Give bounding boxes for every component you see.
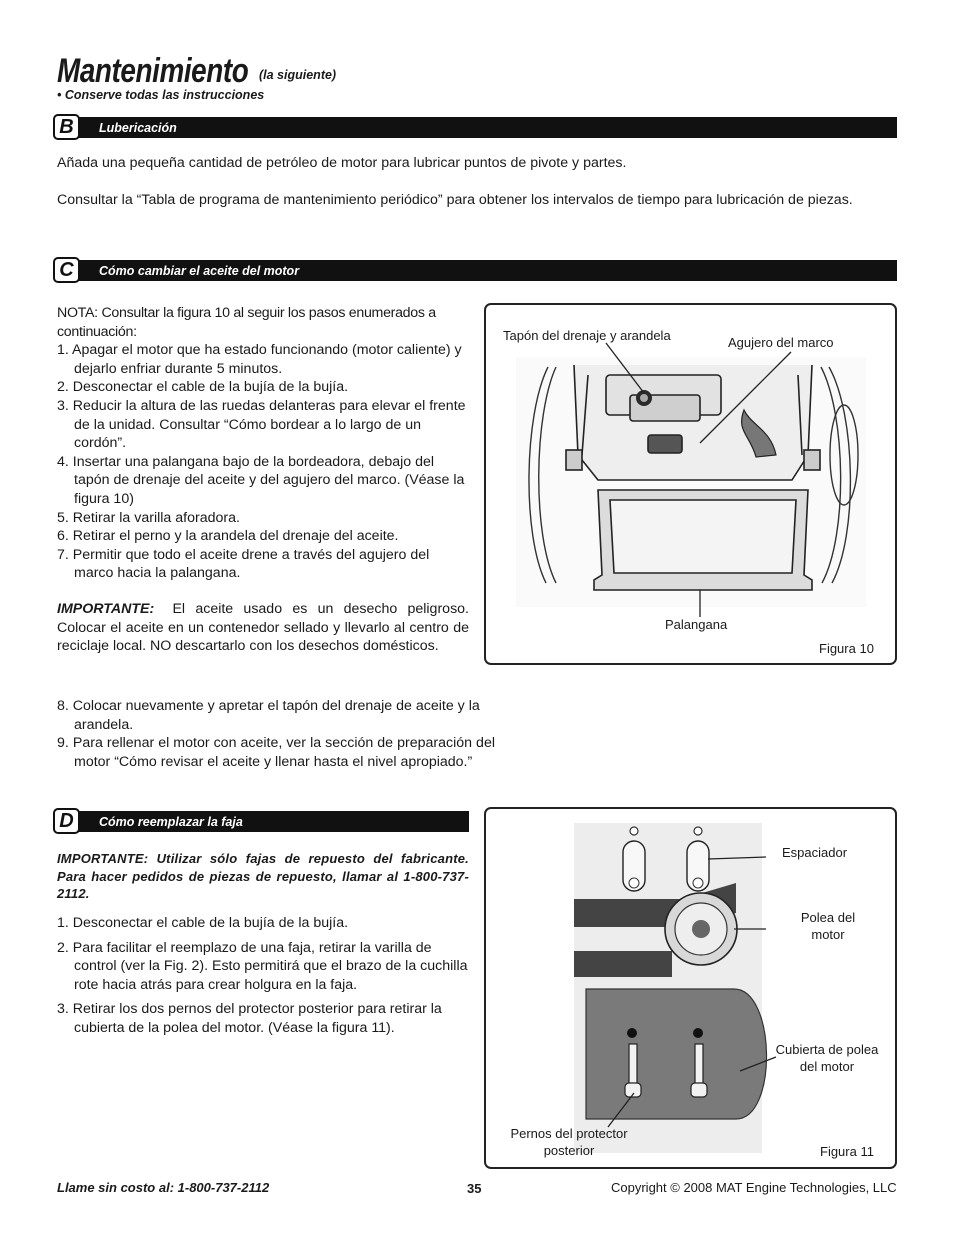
page-subtitle: • Conserve todas las instrucciones <box>57 88 265 102</box>
section-c-step-9: 9. Para rellenar el motor con aceite, ver la sección de preparación del motor “Cómo revisar el aceite y llenar hasta el nivel apropiado.” <box>57 735 495 770</box>
section-c-important-label: IMPORTANTE: <box>57 600 155 617</box>
section-d-body <box>57 914 469 1038</box>
section-c-step-7: 7. Permitir que todo el aceite drene a través del agujero del marco hacia la palangana. <box>57 546 430 582</box>
figure-10-label-pan: Palangana <box>665 617 728 632</box>
section-d-step-3: 3. Retirar los dos pernos del protector posterior para retirar la cubierta de la polea del motor. (Véase la figura 11). <box>57 1001 442 1036</box>
figure-11-label-spacer: Espaciador <box>782 845 848 860</box>
section-b-para-2: Consultar la “Tabla de programa de mantenimiento periódico” para obtener los intervalos de tiempo para lubricación de piezas. <box>57 192 853 208</box>
section-d-step-1: 1. Desconectar el cable de la bujía de la bujía. <box>57 915 349 931</box>
section-d-important: IMPORTANTE: Utilizar sólo fajas de repuesto del fabricante. Para hacer pedidos de piezas de repuesto, llamar al 1-800-737-2112. <box>57 851 469 901</box>
section-c-badge: C <box>53 257 80 283</box>
section-c-header <box>57 260 897 281</box>
footer-copyright: Copyright © 2008 MAT Engine Technologies, LLC <box>611 1180 897 1195</box>
figure-11-caption: Figura 11 <box>820 1144 874 1159</box>
section-c-step-5: 5. Retirar la varilla aforadora. <box>57 509 240 526</box>
section-b-title: Lubericación <box>99 121 177 135</box>
figure-10-label-drain: Tapón del drenaje y arandela <box>503 328 671 343</box>
section-c-step-3: 3. Reducir la altura de las ruedas delanteras para elevar el frente de la unidad. Consultar “Cómo bordear a lo largo de un cordón”. <box>57 397 466 452</box>
section-d-badge: D <box>53 808 80 834</box>
section-c-step-6: 6. Retirar el perno y la arandela del drenaje del aceite. <box>57 528 399 545</box>
section-d-title: Cómo reemplazar la faja <box>99 815 243 829</box>
figure-10 <box>484 303 897 665</box>
page-number: 35 <box>467 1181 482 1196</box>
page-title-row <box>57 52 337 91</box>
section-c-important <box>57 600 469 656</box>
figure-10-caption: Figura 10 <box>819 641 874 656</box>
figure-10-label-hole: Agujero del marco <box>728 335 834 350</box>
section-b-badge: B <box>53 114 80 140</box>
figure-11 <box>484 807 897 1169</box>
section-c-steps-after <box>57 697 495 771</box>
section-c-body <box>57 304 469 656</box>
page-title-suffix: (la siguiente) <box>259 68 337 82</box>
page-title: Mantenimiento <box>57 52 249 90</box>
section-c-title: Cómo cambiar el aceite del motor <box>99 264 300 278</box>
section-b-header <box>57 117 897 138</box>
section-d-step-2: 2. Para facilitar el reemplazo de una faja, retirar la varilla de control (ver la Fig. 2). Esto permitirá que el brazo de la cuchilla rote hacia atrás para crear holgura en la faja. <box>57 939 468 993</box>
figure-11-label-bolts: Pernos del protector posterior <box>510 1126 628 1158</box>
section-c-step-2: 2. Desconectar el cable de la bujía de la bujía. <box>57 379 349 396</box>
section-c-important-text: El aceite usado es un desecho peligroso. Colocar el aceite en un contenedor sellado y llevarlo al centro de reciclaje local. NO descartarlo con los desechos domésticos. <box>57 600 469 655</box>
section-d-header <box>57 811 469 832</box>
section-c-step-4: 4. Insertar una palangana bajo de la bordeadora, debajo del tapón de drenaje del aceite y del agujero del marco. (Véase la figura 10) <box>57 453 465 507</box>
figure-10-illustration <box>486 305 895 663</box>
figure-11-label-cover: Cubierta de polea del motor <box>775 1042 879 1074</box>
figure-11-label-pulley: Polea del motor <box>800 910 856 942</box>
section-c-step-8: 8. Colocar nuevamente y apretar el tapón del drenaje de aceite y la arandela. <box>57 698 480 733</box>
section-b-para-1: Añada una pequeña cantidad de petróleo de motor para lubricar puntos de pivote y partes. <box>57 155 627 171</box>
footer-phone: Llame sin costo al: 1-800-737-2112 <box>57 1180 270 1195</box>
section-c-note: NOTA: Consultar la figura 10 al seguir los pasos enumerados a continuación: <box>57 305 436 340</box>
section-c-step-1: 1. Apagar el motor que ha estado funcionando (motor caliente) y dejarlo enfriar durante 5 minutos. <box>57 342 462 377</box>
figure-11-illustration <box>486 809 895 1167</box>
